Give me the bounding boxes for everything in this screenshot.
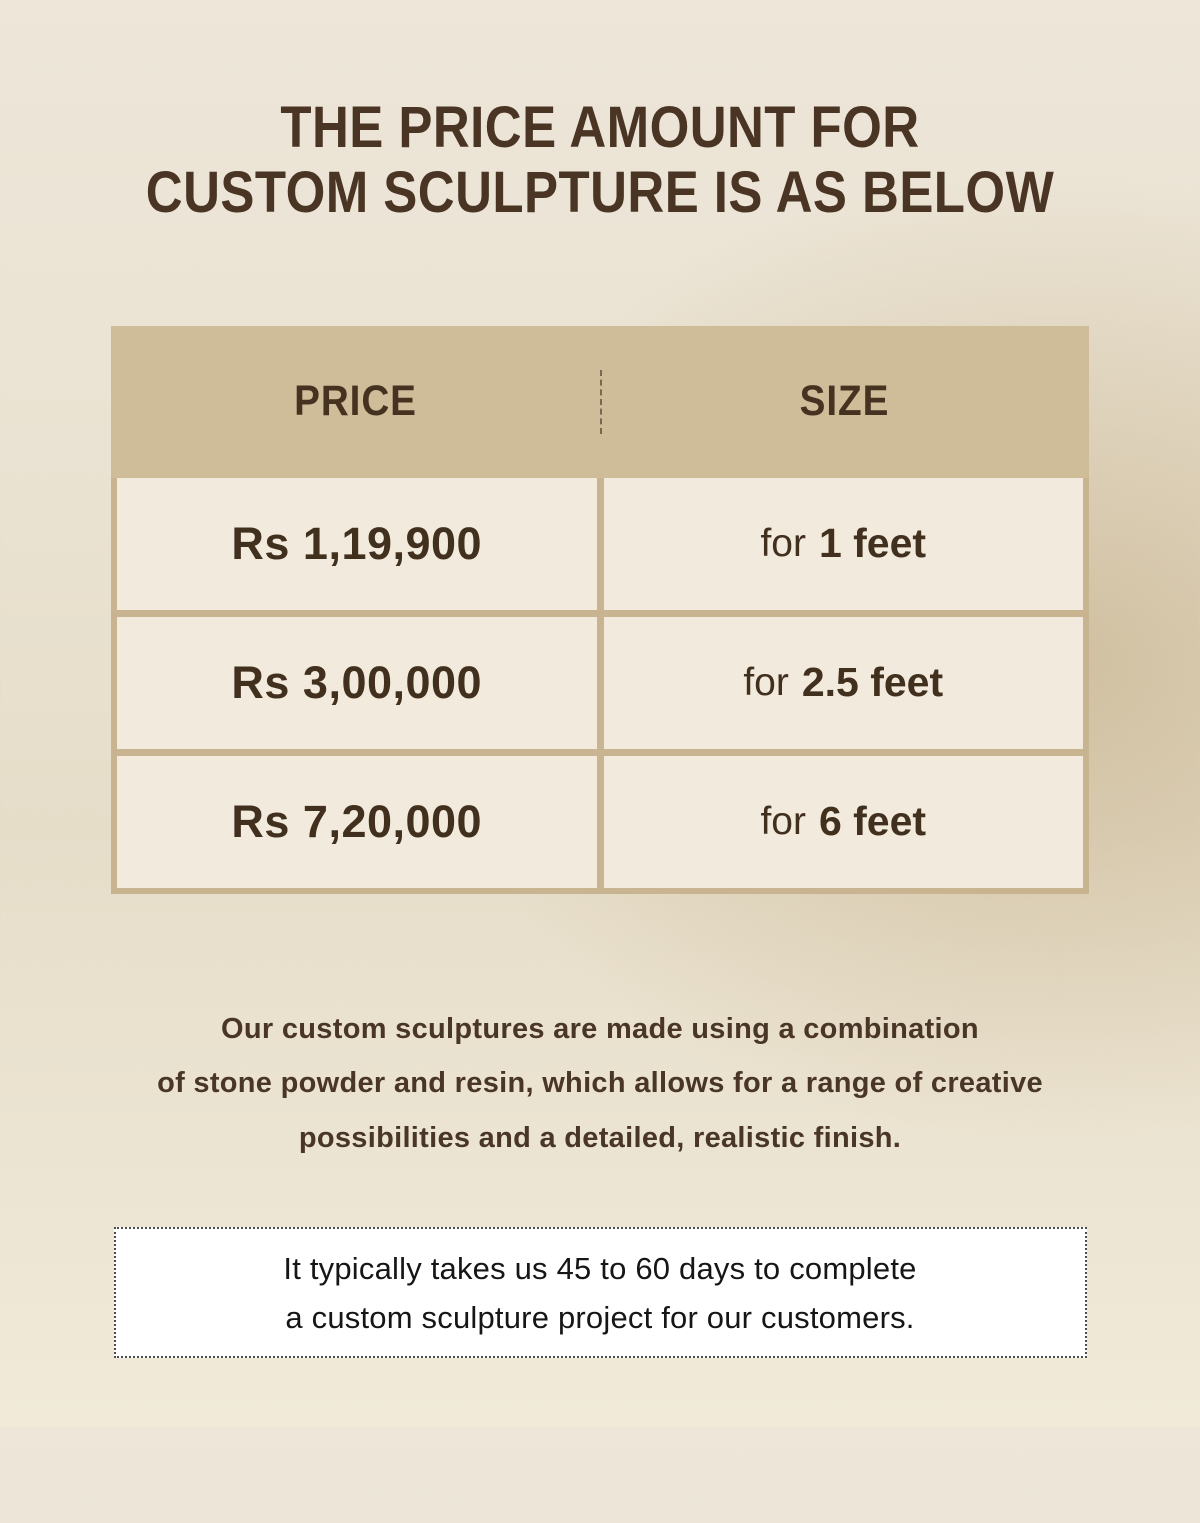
table-row-3-price: Rs 7,20,000	[117, 756, 597, 888]
turnaround-note-box	[114, 1227, 1087, 1357]
table-row-3-size	[604, 756, 1084, 888]
description-paragraph	[0, 1002, 1200, 1166]
table-row-2-price: Rs 3,00,000	[117, 617, 597, 749]
table-row-1-price: Rs 1,19,900	[117, 478, 597, 610]
size-prefix: for	[760, 799, 806, 843]
price-table-body	[111, 478, 1089, 894]
size-value: 6 feet	[818, 798, 927, 845]
column-header-price: PRICE	[294, 377, 417, 426]
price-table-header	[111, 326, 1089, 478]
description-line-1: Our custom sculptures are made using a combination	[221, 1012, 979, 1045]
size-prefix: for	[760, 521, 806, 565]
page-title-line-1: THE PRICE AMOUNT FOR	[280, 95, 920, 160]
description-line-2: of stone powder and resin, which allows for a range of creative	[157, 1067, 1043, 1100]
table-row-2-size	[604, 617, 1084, 749]
table-row-1-size	[604, 478, 1084, 610]
page-title	[72, 96, 1128, 226]
column-header-size: SIZE	[799, 377, 890, 426]
size-value: 1 feet	[818, 520, 927, 567]
size-value: 2.5 feet	[801, 659, 944, 706]
note-line-1: It typically takes us 45 to 60 days to complete	[283, 1251, 917, 1287]
description-line-3: possibilities and a detailed, realistic finish.	[298, 1121, 902, 1154]
page-title-line-2: CUSTOM SCULPTURE IS AS BELOW	[145, 159, 1055, 225]
note-line-2: a custom sculpture project for our customers.	[285, 1299, 915, 1335]
header-divider	[600, 370, 602, 434]
size-prefix: for	[743, 660, 789, 704]
price-table	[111, 326, 1089, 894]
